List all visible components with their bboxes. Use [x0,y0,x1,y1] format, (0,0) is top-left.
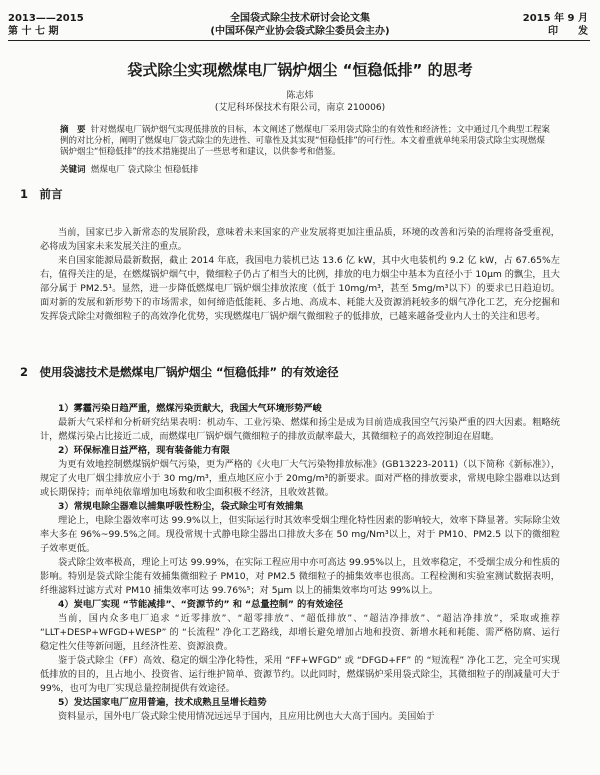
paragraph: 当前，国内众多电厂追求 “近零排放”、“超零排放”、“超低排放”、“超洁净排放”、“超洁净排放”，采取或推荐 “LLT+DESP+WFGD+WESP” 的 “长流程” 净化工艺路线，却增长避免增加占地和投资、新增水耗和耗能、需严格防腐、运行稳定性欠佳等新问题，且经济性差、资源浪费。 [40,613,560,652]
subheading: 4）炭电厂实现 “节能减排”、“资源节约” 和 “总量控制” 的有效途径 [58,599,344,610]
subheading: 5）发达国家电厂应用普遍，技术成熟且呈增长趋势 [58,697,267,708]
paragraph: 鉴于袋式除尘（FF）高效、稳定的烟尘净化特性，采用 “FF+WFGD” 或 “DFGD+FF” 的 “短流程” 净化工艺，完全可实现低排放的目的，且占地小、投资省、运行维护简单、资源节约。以此同时，燃煤锅炉采用袋式除尘，其微细粒子的削减量可大于 99%，也可为电厂实现总量控制提供有效途径。 [40,655,560,694]
abstract [60,125,550,158]
paragraph: 资料显示，国外电厂袋式除尘使用情况远远早于国内，且应用比例也大大高于国内。美国始于 [58,711,435,722]
header-issue: 第 十 七 期 [8,26,59,37]
paragraph: 为更有效地控制燃煤锅炉烟气污染，更为严格的《火电厂大气污染物排放标准》(GB13223-2011)（以下简称《新标准》），规定了火电厂烟尘排放应小于 30 mg/m³，重点地区应小于 20mg/m³的新要求。面对严格的排放要求，常规电除尘器难以达到或长期保持；而单纯依靠增加电场数和收尘面积极不经济，且收效甚微。 [40,459,560,498]
paragraph: 当前，国家已步入新常态的发展阶段，意味着未来国家的产业发展将更加注重品质，环境的改善和污染的治理将备受重视，必将成为国家未来发展关注的重点。 [40,227,560,252]
header-years: 2013——2015 [8,13,84,24]
header-center [150,12,450,38]
affiliation: (艾尼科环保技术有限公司，南京 210006) [214,103,386,113]
paragraph: 来自国家能源局最新数据，截止 2014 年底，我国电力装机已达 13.6 亿 kW，其中火电装机约 9.2 亿 kW，占 67.65%左右，值得关注的是，在燃煤锅炉烟气中，微细粒子仍占了相当大的比例，排放的电力烟尘中基本为直径小于 10μm 的飘尘，且大部分属于 PM2.5¹。显然，进一步降低燃煤电厂锅炉烟尘排放浓度（低于 10mg/m³，甚至 5mg/m³以下）的要求已日趋迫切。面对新的发展和新形势下的市场需求，如何缔造低能耗、多占地、高成本、耗能大及资源消耗较多的烟气净化工艺，充分挖掘和发挥袋式除尘对微细粒子的高效净化优势，实现燃煤电厂锅炉烟气微细粒子的低排放，已越来越备受业内人士的关注和思考。 [40,255,560,322]
subheading: 3）常规电除尘器难以捕集呼吸性粉尘，袋式除尘可有效捕集 [58,501,304,512]
header-divider [8,40,590,41]
paragraph: 袋式除尘效率极高，理论上可达 99.99%，在实际工程应用中亦可高达 99.95%以上，且效率稳定，不受烟尘成分和性质的影响。特别是袋式除尘能有效捕集微细粒子 PM10，对 PM2.5 微细粒子的捕集效率也很高。工程检测和实验室测试数据表明，纤维滤料过滤方式对 PM10 捕集效率可达 99.76%⁵；对 5μm 以上的捕集效率均可达 99%以上。 [40,557,560,596]
subheading: 1）雾霾污染日趋严重，燃煤污染贡献大，我国大气环境形势严峻 [58,403,322,414]
section-1-body [40,226,560,324]
header-left [8,12,84,38]
author: 陈志炜 [286,91,314,101]
keywords-label: 关键词 [60,165,86,175]
abstract-text: 针对燃煤电厂锅炉烟气实现低排放的目标，本文阐述了燃煤电厂采用袋式除尘的有效性和经济性；文中通过几个典型工程案例的对比分析，阐明了燃煤电厂袋式除尘的先进性、可靠性及其实现“恒稳低排”的可行性。本文着重就单纯采用袋式除尘实现燃煤锅炉烟尘“恒稳低排”的技术措施提出了一些思考和建议，以供参考和借鉴。 [60,125,550,157]
paragraph: 最新大气采样和分析研究结果表明：机动车、工业污染、燃煤和扬尘是成为目前造成我国空气污染严重的四大因素。粗略统计，燃煤污染占比接近二成，而燃煤电厂锅炉烟气微细粒子的排放贡献率最大，其微细粒子的高效控制迫在眉睫。 [40,417,560,442]
article-title: 袋式除尘实现燃煤电厂锅炉烟尘 “恒稳低排” 的思考 [127,61,473,79]
running-header [0,0,600,44]
section-heading-1: 1 前言 [20,187,63,201]
keywords-text: 燃煤电厂 袋式除尘 恒稳低排 [90,165,199,175]
keywords [60,165,550,176]
section-heading-2: 2 使用袋滤技术是燃煤电厂锅炉烟尘 “恒稳低排” 的有效途径 [20,365,339,379]
header-right [523,12,588,38]
subheading: 2）环保标准日益严格，现有装备能力有限 [58,445,230,456]
header-proceedings-title: 全国袋式除尘技术研讨会论文集 [230,13,370,24]
header-print: 印 发 [548,26,588,37]
header-date: 2015 年 9 月 [522,13,588,24]
abstract-label: 摘 要 [60,125,86,135]
paragraph: 理论上，电除尘器效率可达 99.9%以上，但实际运行时其效率受烟尘理化特性因素的影响较大，效率下降显著。实际除尘效率大多在 96%~99.5%之间。现役常规十式静电除尘器出口排放大多在 50 mg/Nm³以上，对于 PM10、PM2.5 以下的微细粒子效率更低。 [40,515,560,554]
section-2-body [40,402,560,724]
header-organizer: (中国环保产业协会袋式除尘委员会主办) [210,26,390,37]
